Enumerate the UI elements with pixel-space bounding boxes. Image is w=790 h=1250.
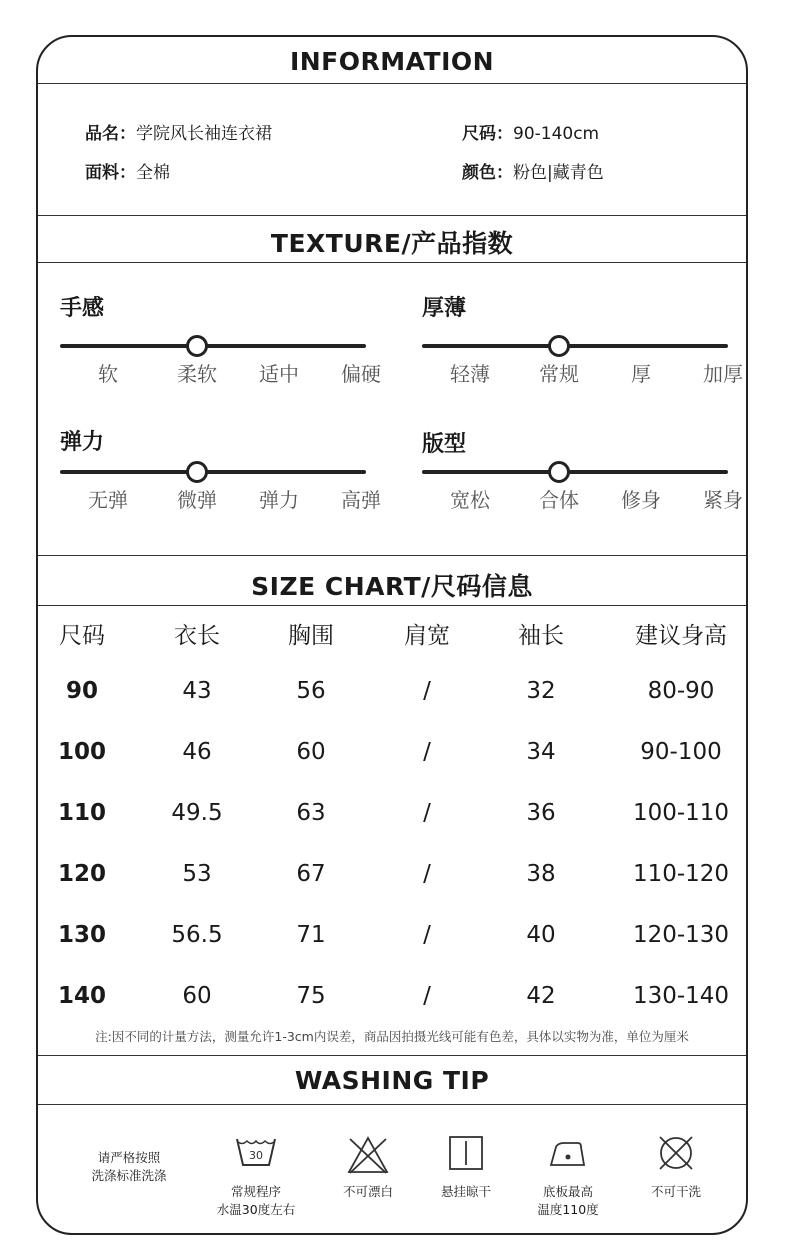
information-title: INFORMATION [289,47,495,76]
texture-label: 手感 [60,296,105,321]
texture-option: 柔软 [177,362,217,386]
table-cell: / [423,922,431,948]
table-cell: / [423,800,431,826]
texture-option: 修身 [621,488,661,512]
table-cell: 100-110 [632,800,730,826]
table-cell: 36 [526,800,556,826]
iron-110-label: 底板最高 温度110度 [537,1184,599,1217]
table-row-size: 120 [57,861,107,887]
table-header: 建议身高 [635,623,727,649]
texture-option: 宽松 [450,488,490,512]
texture-option: 合体 [539,488,579,512]
table-cell: 120-130 [632,922,730,948]
info-field-size: 尺码：90-140cm [462,124,600,144]
table-cell: 130-140 [632,983,730,1009]
table-cell: 60 [296,739,326,765]
table-cell: 32 [526,678,556,704]
divider [38,1055,746,1056]
no-dry-clean-label: 不可干洗 [650,1184,701,1199]
texture-option: 轻薄 [450,362,490,386]
info-field-fabric: 面料：全棉 [85,163,170,183]
table-cell: 34 [526,739,556,765]
texture-option: 紧身 [703,488,743,512]
table-cell: 63 [296,800,326,826]
table-row-size: 100 [57,739,107,765]
texture-title: TEXTURE/产品指数 [270,229,514,258]
table-cell: 80-90 [647,678,715,704]
table-cell: 38 [526,861,556,887]
iron-110-icon [548,1137,588,1169]
size-chart-title: SIZE CHART/尺码信息 [251,572,533,601]
table-cell: 90-100 [640,739,722,765]
size-note: 注:因不同的计量方法，测量允许1-3cm内误差，商品因拍摄光线可能有色差，具体以实物为准，单位为厘米 [95,1029,689,1044]
hang-dry-label: 悬挂晾干 [440,1184,491,1199]
wash-30-icon [234,1135,278,1171]
texture-slider-knob [186,461,208,483]
texture-option: 无弹 [88,488,128,512]
table-header: 尺码 [59,623,105,649]
table-header: 衣长 [174,623,220,649]
texture-option: 软 [98,362,118,386]
table-row-size: 140 [57,983,107,1009]
texture-option: 常规 [539,362,579,386]
table-cell: 49.5 [171,800,223,826]
table-cell: 56 [296,678,326,704]
texture-slider-knob [548,461,570,483]
texture-label: 弹力 [60,430,105,455]
texture-slider-knob [548,335,570,357]
texture-slider-track [60,470,366,474]
texture-label: 版型 [422,432,467,457]
no-dry-clean-icon [656,1133,696,1173]
divider [38,215,746,216]
washing-intro [64,1149,194,1185]
texture-slider-knob [186,335,208,357]
table-cell: 75 [296,983,326,1009]
table-row-size: 110 [57,800,107,826]
texture-slider-track [60,344,366,348]
table-cell: / [423,983,431,1009]
table-cell: 46 [182,739,212,765]
table-cell: 71 [296,922,326,948]
texture-option: 高弹 [341,488,381,512]
divider [38,83,746,84]
info-card [36,35,748,1235]
texture-option: 适中 [259,362,299,386]
divider [38,605,746,606]
no-bleach-icon [346,1135,390,1175]
texture-option: 厚 [631,362,651,386]
washing-intro-line: 洗涤标准洗涤 [91,1168,167,1183]
table-cell: 43 [182,678,212,704]
washing-intro-line: 请严格按照 [97,1150,161,1165]
washing-title: WASHING TIP [294,1066,490,1095]
divider [38,555,746,556]
table-row-size: 130 [57,922,107,948]
wash-temp-label: 30 [249,1149,263,1162]
texture-option: 偏硬 [341,362,381,386]
table-cell: 56.5 [171,922,223,948]
texture-slider-track [422,470,728,474]
divider [38,262,746,263]
info-field-color: 颜色：粉色|藏青色 [462,163,604,183]
texture-option: 弹力 [259,488,299,512]
no-bleach-label: 不可漂白 [342,1184,393,1199]
table-header: 胸围 [288,623,334,649]
info-field-name: 品名：学院风长袖连衣裙 [85,124,272,144]
texture-option: 加厚 [703,362,743,386]
table-cell: 42 [526,983,556,1009]
hang-dry-icon [448,1135,484,1171]
table-cell: 40 [526,922,556,948]
texture-option: 微弹 [177,488,217,512]
divider [38,1104,746,1105]
texture-label: 厚薄 [422,296,467,321]
table-cell: 60 [182,983,212,1009]
texture-slider-track [422,344,728,348]
table-cell: / [423,861,431,887]
wash-30-label: 常规程序 水温30度左右 [216,1184,296,1217]
table-row-size: 90 [65,678,99,704]
table-header: 肩宽 [404,623,450,649]
table-cell: / [423,678,431,704]
table-cell: 67 [296,861,326,887]
table-cell: / [423,739,431,765]
table-cell: 110-120 [632,861,730,887]
table-cell: 53 [182,861,212,887]
table-header: 袖长 [518,623,564,649]
